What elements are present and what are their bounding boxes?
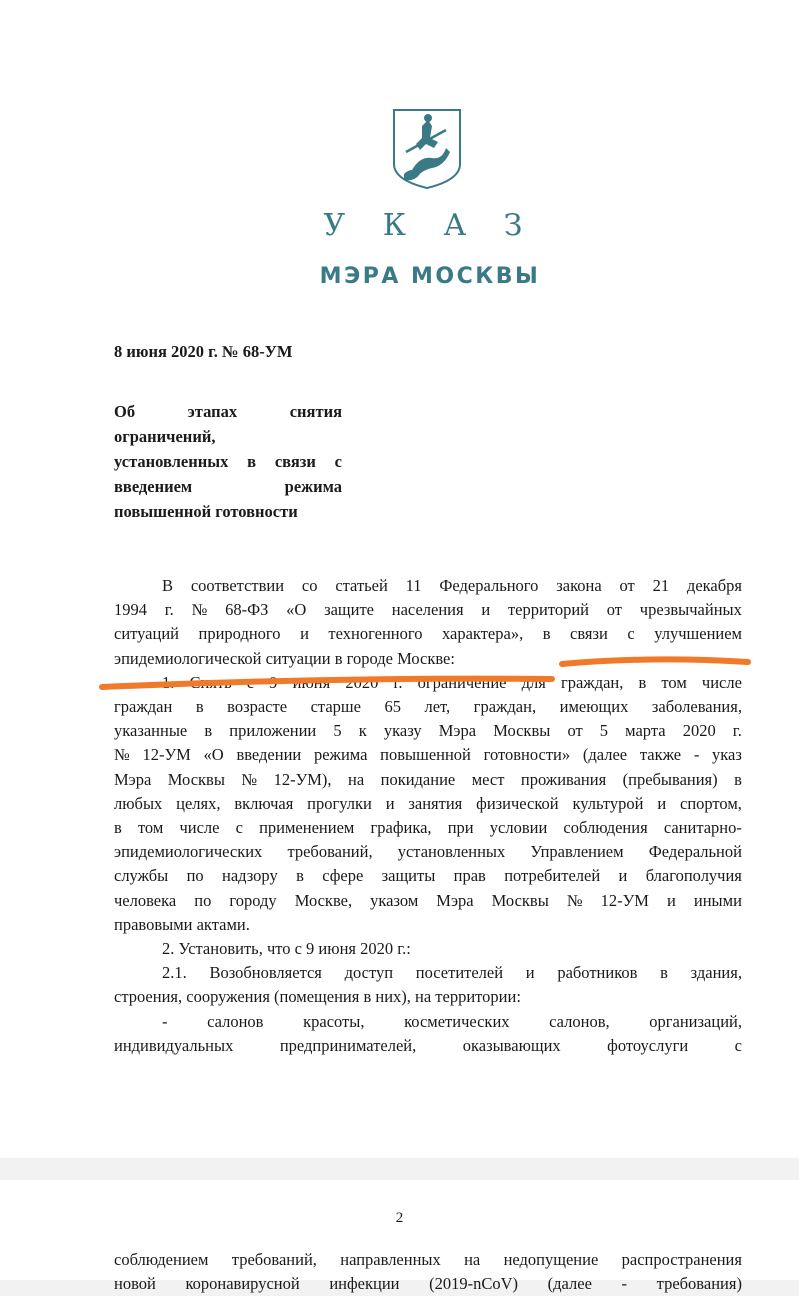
body-line: В соответствии со статьей 11 Федерального закона от 21 декабря	[162, 576, 742, 595]
page2-body	[114, 1248, 742, 1296]
body-line: 1. Снять с 9 июня 2020 г. ограничение для граждан, в том числе	[162, 672, 742, 692]
decree-title: У К А З	[323, 208, 537, 243]
body-line: индивидуальных предпринимателей, оказывающих фотоуслуги с	[114, 1035, 742, 1055]
decree-subject	[114, 399, 342, 524]
body-line: строения, сооружения (помещения в них), на территории:	[114, 987, 521, 1007]
body-line: в том числе с применением графика, при условии соблюдения санитарно-	[114, 818, 742, 838]
moscow-coat-of-arms-icon	[392, 108, 462, 190]
body-line: граждан в возрасте старше 65 лет, граждан, имеющих заболевания,	[114, 697, 742, 717]
body-line: 2. Установить, что с 9 июня 2020 г.:	[162, 939, 411, 959]
body-line: службы по надзору в сфере защиты прав потребителей и благополучия	[114, 866, 742, 886]
body-line: соблюдением требований, направленных на недопущение распространения	[114, 1250, 742, 1269]
body-line: новой коронавирусной инфекции (2019-nCoV) (далее - требования)	[114, 1274, 742, 1294]
body-line: указанные в приложении 5 к указу Мэра Москвы от 5 марта 2020 г.	[114, 721, 742, 741]
body-line: эпидемиологических требований, установленных Управлением Федеральной	[114, 842, 742, 862]
body-line: - салонов красоты, косметических салонов, организаций,	[162, 1011, 742, 1031]
body-line: № 12-УМ «О введении режима повышенной готовности» (далее также - указ	[114, 745, 742, 765]
body-line: 1994 г. № 68-ФЗ «О защите населения и территорий от чрезвычайных	[114, 600, 742, 620]
subject-line: введением режима	[114, 477, 342, 496]
body-line: эпидемиологической ситуации в городе Москве:	[114, 648, 455, 668]
subject-line: повышенной готовности	[114, 502, 298, 521]
decree-body	[114, 574, 742, 1058]
decree-issuer: МЭРА МОСКВЫ	[319, 264, 541, 289]
body-line: Мэра Москвы № 12-УМ), на покидание мест проживания (пребывания) в	[114, 769, 742, 789]
body-line: правовыми актами.	[114, 914, 250, 934]
subject-line: Об этапах снятия	[114, 402, 342, 421]
body-line: 2.1. Возобновляется доступ посетителей и работников в здания,	[162, 963, 742, 983]
decree-date-number: 8 июня 2020 г. № 68-УМ	[114, 342, 293, 361]
page-number: 2	[395, 1210, 404, 1226]
body-line: любых целях, включая прогулки и занятия физической культурой и спортом,	[114, 793, 742, 813]
body-line: человека по городу Москве, указом Мэра Москвы № 12-УМ и иными	[114, 890, 742, 910]
subject-line: установленных в связи с	[114, 452, 342, 471]
body-line: ситуаций природного и техногенного характера», в связи с улучшением	[114, 624, 742, 644]
subject-line: ограничений,	[114, 427, 216, 446]
